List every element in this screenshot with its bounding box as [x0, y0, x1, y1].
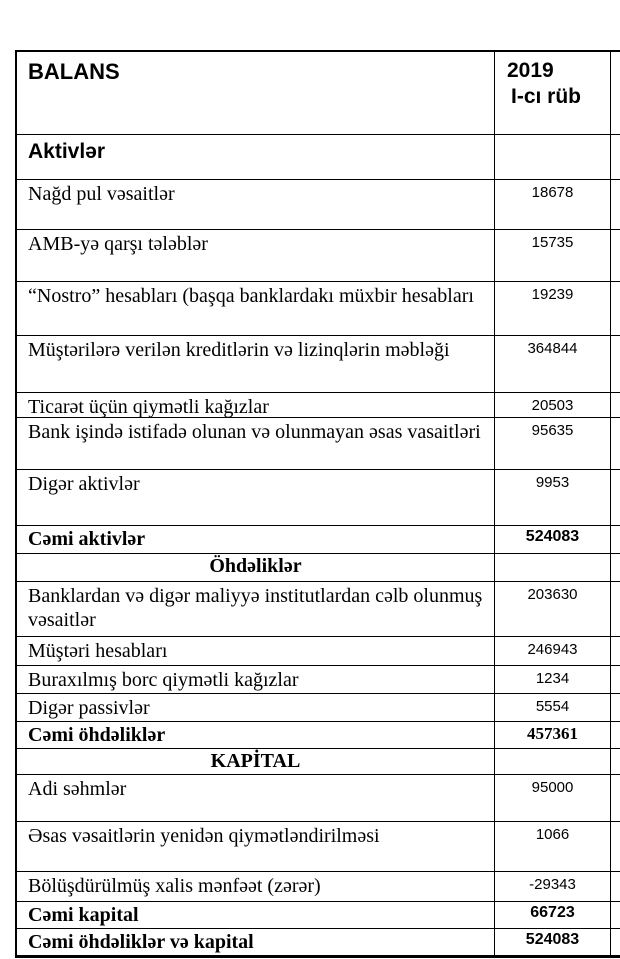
- row-label: Digər passivlər: [28, 697, 150, 719]
- total-row: [17, 721, 620, 748]
- row-empty-cell: [610, 902, 620, 928]
- row-empty-cell: [610, 393, 620, 417]
- row-value: 5554: [494, 694, 610, 721]
- row-label: KAPİTAL: [210, 750, 301, 772]
- period-quarter: I-cı rüb: [511, 84, 582, 108]
- row-value: 95000: [494, 775, 610, 821]
- row-value: 15735: [494, 230, 610, 281]
- row-empty-cell: [610, 872, 620, 901]
- table-row: [17, 335, 620, 392]
- total-row: [17, 928, 620, 955]
- row-label: Bank işində istifadə olunan və olunmayan əsas vasaitləri: [28, 421, 481, 443]
- row-value: -29343: [494, 872, 610, 901]
- row-empty-cell: [610, 637, 620, 665]
- row-value: [494, 749, 610, 774]
- total-row: [17, 901, 620, 928]
- row-label: Əsas vəsaitlərin yenidən qiymətləndirilməsi: [28, 825, 380, 847]
- table-row: [17, 581, 620, 636]
- table-row: [17, 392, 620, 417]
- row-label: Müştəri hesabları: [28, 640, 168, 662]
- table-row: [17, 693, 620, 721]
- table-row: [17, 281, 620, 335]
- table-row: [17, 179, 620, 229]
- table-row: [17, 469, 620, 525]
- row-empty-cell: [610, 666, 620, 693]
- row-value: [494, 135, 610, 179]
- row-label: Öhdəliklər: [209, 555, 302, 577]
- period-cell: [494, 52, 610, 134]
- row-value: 524083: [494, 929, 610, 955]
- table-row: [17, 229, 620, 281]
- row-label: Cəmi kapital: [28, 904, 139, 926]
- row-label: Cəmi öhdəliklər: [28, 724, 166, 746]
- row-label: Digər aktivlər: [28, 473, 140, 495]
- total-row: [17, 525, 620, 553]
- row-value: 95635: [494, 418, 610, 469]
- section-header-row: [17, 553, 620, 581]
- row-value: 66723: [494, 902, 610, 928]
- row-label: AMB-yə qarşı tələblər: [28, 233, 208, 255]
- row-value: 246943: [494, 637, 610, 665]
- row-label: Müştərilərə verilən kreditlərin və lizinqlərin məbləği: [28, 339, 450, 361]
- table-row: [17, 774, 620, 821]
- row-value: 524083: [494, 526, 610, 553]
- balance-sheet-table: [15, 50, 620, 958]
- row-value: 364844: [494, 336, 610, 392]
- row-label: Cəmi öhdəliklər və kapital: [28, 931, 254, 953]
- row-empty-cell: [610, 230, 620, 281]
- row-label: Cəmi aktivlər: [28, 528, 146, 550]
- row-empty-cell: [610, 336, 620, 392]
- row-empty-cell: [610, 282, 620, 335]
- row-empty-cell: [610, 582, 620, 636]
- table-row: [17, 871, 620, 901]
- table-header-row: [17, 52, 620, 134]
- row-value: 18678: [494, 180, 610, 229]
- row-label: Buraxılmış borc qiymətli kağızlar: [28, 669, 299, 691]
- row-empty-cell: [610, 526, 620, 553]
- row-value: 9953: [494, 470, 610, 525]
- row-empty-cell: [610, 470, 620, 525]
- row-empty-cell: [610, 822, 620, 871]
- table-body: [17, 134, 620, 955]
- row-empty-cell: [610, 554, 620, 581]
- table-row: [17, 636, 620, 665]
- row-label: Bölüşdürülmüş xalis mənfəət (zərər): [28, 875, 321, 897]
- row-value: 19239: [494, 282, 610, 335]
- row-empty-cell: [610, 694, 620, 721]
- row-label: “Nostro” hesabları (başqa banklardakı müxbir hesabları: [28, 285, 474, 307]
- row-empty-cell: [610, 749, 620, 774]
- table-row: [17, 665, 620, 693]
- row-label: Aktivlər: [28, 140, 106, 163]
- table-row: [17, 417, 620, 469]
- row-value: 1234: [494, 666, 610, 693]
- row-empty-cell: [610, 418, 620, 469]
- row-label: Banklardan və digər maliyyə institutlardan cəlb olunmuş vəsaitlər: [28, 585, 483, 631]
- period-year: 2019: [507, 59, 554, 82]
- row-empty-cell: [610, 135, 620, 179]
- row-value: 457361: [494, 722, 610, 748]
- row-label: Adi səhmlər: [28, 778, 127, 800]
- row-value: 203630: [494, 582, 610, 636]
- row-label: Nağd pul vəsaitlər: [28, 183, 175, 205]
- row-empty-cell: [610, 775, 620, 821]
- row-value: 20503: [494, 393, 610, 417]
- empty-column-cell: [610, 52, 620, 134]
- row-value: 1066: [494, 822, 610, 871]
- row-empty-cell: [610, 180, 620, 229]
- table-row: [17, 821, 620, 871]
- section-header-row: [17, 134, 620, 179]
- table-title: BALANS: [28, 59, 120, 84]
- row-label: Ticarət üçün qiymətli kağızlar: [28, 396, 269, 417]
- section-header-row: [17, 748, 620, 774]
- row-empty-cell: [610, 722, 620, 748]
- row-value: [494, 554, 610, 581]
- row-empty-cell: [610, 929, 620, 955]
